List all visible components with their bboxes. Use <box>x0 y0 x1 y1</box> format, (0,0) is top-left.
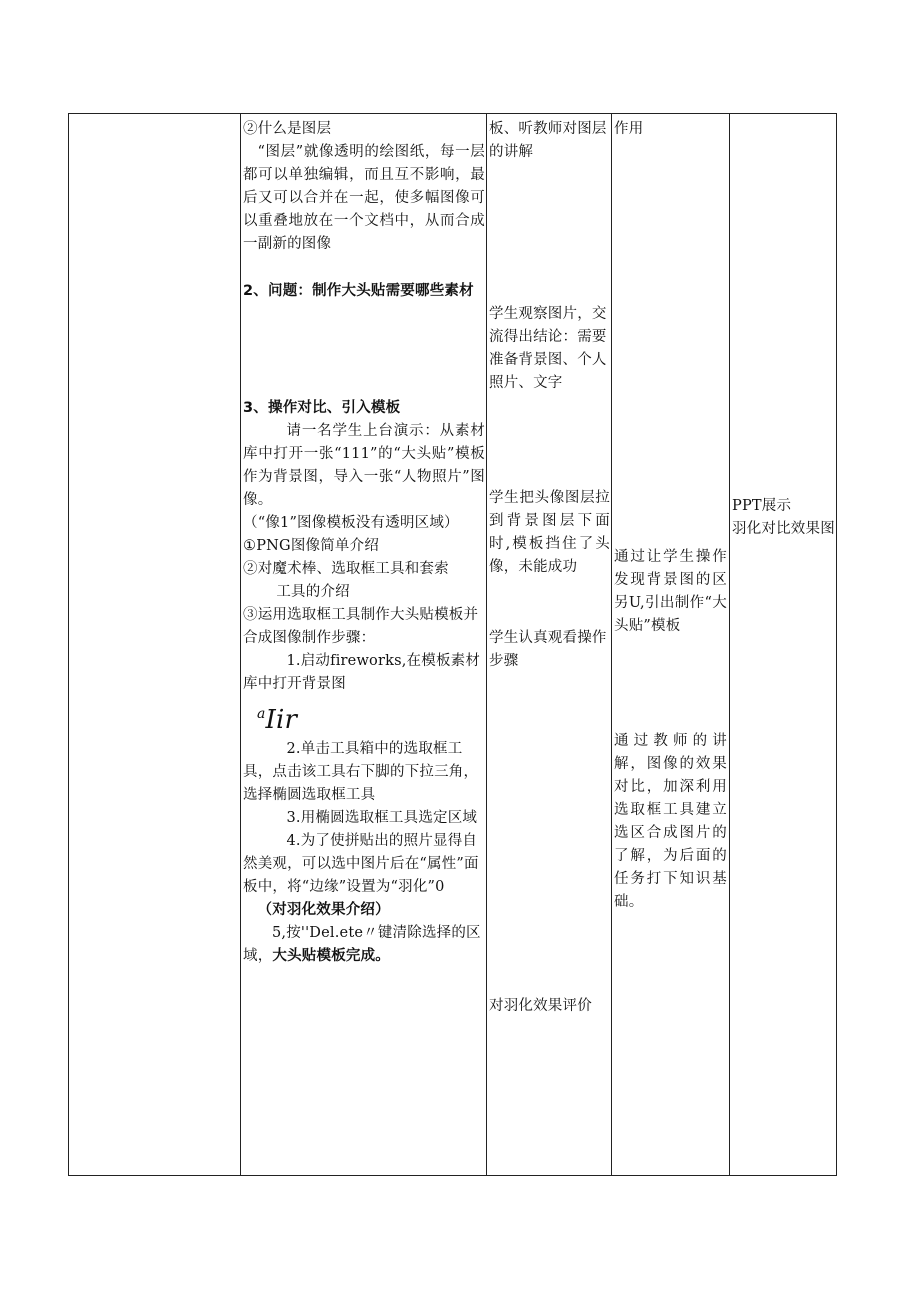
tools-intro-line2: 工具的介绍 <box>276 584 350 600</box>
student-activity-watch: 学生认真观看操作步骤 <box>489 630 607 669</box>
step-2: 2.单击工具箱中的选取框工具，点击该工具右下脚的下拉三角，选择椭圆选取框工具 <box>243 741 479 803</box>
step-5 <box>243 922 485 968</box>
lesson-plan-table <box>68 113 837 1176</box>
design-intent-role: 作用 <box>614 121 644 137</box>
layer-title: ②什么是图层 <box>243 121 332 137</box>
step-3: 3.用椭圆选取框工具选定区域 <box>286 810 478 826</box>
media-cell <box>730 114 837 1176</box>
step-5-text: 5,按''Del.ete〃键清除选择的区域， <box>243 925 481 964</box>
png-intro: ①PNG图像简单介绍 <box>243 538 380 554</box>
glyph-main: Iir <box>265 705 298 735</box>
design-intent-explain: 通过教师的讲解，图像的效果对比，加深利用选取框工具建立选区合成图片的了解，为后面的任务打下知识基础。 <box>614 733 727 910</box>
step-1: 1.启动fireworks,在模板素材库中打开背景图 <box>243 653 481 692</box>
teaching-content-cell <box>241 114 487 1176</box>
garbled-glyph <box>243 698 485 736</box>
tools-intro-line1: ②对魔术棒、选取框工具和套索 <box>243 561 449 577</box>
design-intent-cell <box>612 114 730 1176</box>
stage-cell <box>69 114 241 1176</box>
step-4: 4.为了使拼贴出的照片显得自然美观，可以选中图片后在“属性”面板中，将“边缘”设置为“羽化”0 <box>243 833 479 895</box>
template-note: （“像1”图像模板没有透明区域） <box>243 515 459 531</box>
question-materials: 2、问题：制作大头贴需要哪些素材 <box>243 283 474 299</box>
section-operation-compare: 3、操作对比、引入模板 <box>243 400 401 416</box>
glyph-sup: a <box>257 706 266 722</box>
feather-intro: （对羽化效果介绍） <box>257 902 390 918</box>
student-activity-evaluate: 对羽化效果评价 <box>489 998 592 1014</box>
step-5-emphasis: 大头贴模板完成。 <box>272 948 391 964</box>
design-intent-discover: 通过让学生操作发现背景图的区另U,引出制作“大头贴”模板 <box>614 549 727 634</box>
layer-description: “图层”就像透明的绘图纸，每一层都可以单独编辑，而且互不影响，最后又可以合并在一起，使多幅图像可以重叠地放在一个文档中，从而合成一副新的图像 <box>243 144 485 252</box>
table-row <box>69 114 837 1176</box>
media-feather-compare: 羽化对比效果图 <box>732 520 835 537</box>
student-activity-observe: 学生观察图片，交流得出结论：需要准备背景图、个人照片、文字 <box>489 306 607 391</box>
demo-instruction: 请一名学生上台演示：从素材库中打开一张“111”的“大头贴”模板作为背景图，导入一张“人物照片”图像。 <box>243 423 485 508</box>
student-activity-drag: 学生把头像图层拉到背景图层下面时,模板挡住了头像，未能成功 <box>489 490 610 575</box>
media-ppt: PPT展示 <box>732 497 792 514</box>
student-activity-layer: 板、听教师对图层的讲解 <box>489 121 607 160</box>
steps-heading: ③运用选取框工具制作大头贴模板并合成图像制作步骤： <box>243 607 479 646</box>
student-activity-cell <box>487 114 612 1176</box>
